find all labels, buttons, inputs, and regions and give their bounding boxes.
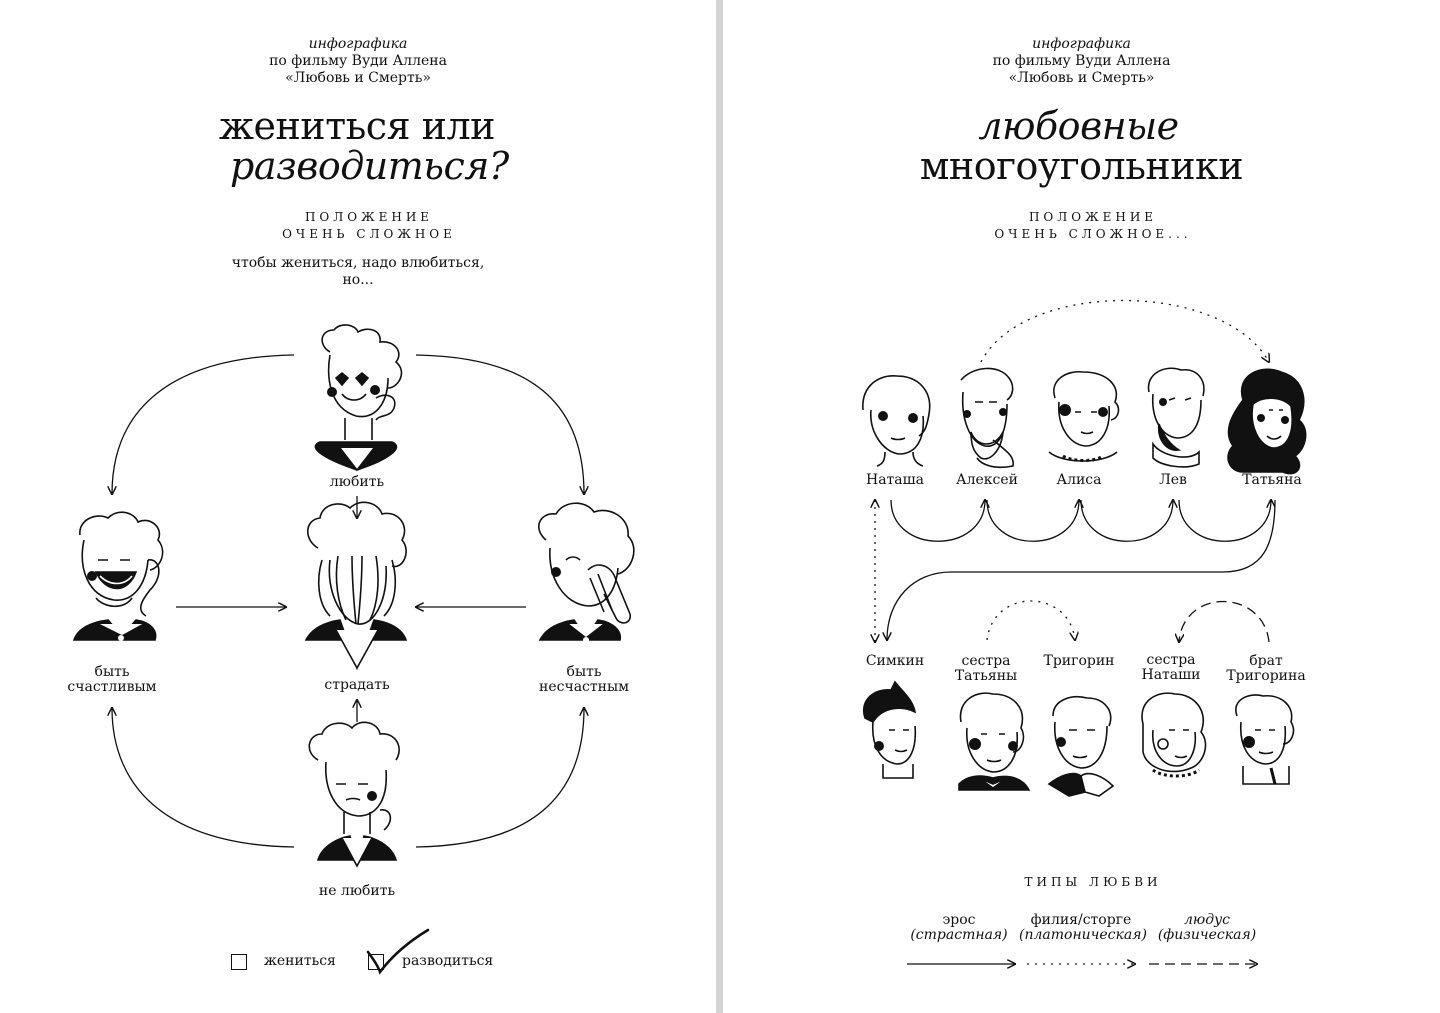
name-alisa: Алиса xyxy=(1056,472,1102,488)
kicker-line3: «Любовь и Смерть» xyxy=(1008,70,1155,86)
legend-ludus-desc: (физическая) xyxy=(1157,927,1257,943)
node-unhappy-line2: несчастным xyxy=(538,679,629,695)
node-unhappy-label xyxy=(529,665,639,695)
subtitle-line2: но... xyxy=(342,272,374,288)
legend-eros xyxy=(899,913,1019,943)
portrait-sister-natasha-icon xyxy=(1142,693,1206,776)
name-trigorin: Тригорин xyxy=(1043,653,1115,669)
legend-philia-name: филия/сторге xyxy=(1030,912,1132,928)
portrait-suffer-icon xyxy=(306,502,406,668)
title-line1: любовные xyxy=(978,104,1179,148)
name-sister-tatyana xyxy=(945,654,1027,684)
kicker-line1: инфографика xyxy=(1032,36,1131,52)
arc-love-to-unhappy xyxy=(416,355,584,494)
legend-philia-desc: (платоническая) xyxy=(1019,927,1147,943)
arc-alexey-alisa xyxy=(987,500,1079,541)
node-suffer-label: страдать xyxy=(324,677,390,693)
marry-checkbox[interactable] xyxy=(231,954,247,970)
kicker-line1: инфографика xyxy=(308,36,408,52)
name-tatyana: Татьяна xyxy=(1242,472,1302,488)
portrait-natasha-icon xyxy=(863,376,930,466)
legend-eros-desc: (страстная) xyxy=(910,927,1008,943)
portrait-tatyana-icon xyxy=(1228,369,1306,473)
legend-ludus-name: людус xyxy=(1183,912,1231,928)
arc-alexey-tatyana xyxy=(981,301,1269,363)
portrait-sister-tatyana-icon xyxy=(959,693,1029,790)
portrait-brother-trigorin-icon xyxy=(1236,695,1294,784)
arc-tatyana-simkin xyxy=(887,500,1275,640)
caps-line2: ОЧЕНЬ СЛОЖНОЕ... xyxy=(994,227,1192,241)
portrait-alexey-icon xyxy=(961,368,1013,467)
node-notlove-label: не любить xyxy=(318,883,396,899)
portrait-notlove-icon xyxy=(309,722,399,866)
name-sister-natasha-line1: сестра xyxy=(1146,652,1196,668)
title-line2: разводиться? xyxy=(230,144,509,188)
node-happy-line1: быть xyxy=(94,664,130,680)
marry-label: жениться xyxy=(264,953,336,969)
love-polygon-diagram xyxy=(723,0,1440,1013)
name-sister-tatyana-line1: сестра xyxy=(961,653,1011,669)
node-unhappy-line1: быть xyxy=(566,664,602,680)
portrait-love-icon xyxy=(315,325,401,470)
arc-brother-sister xyxy=(1179,602,1269,643)
portrait-lev-icon xyxy=(1148,368,1203,467)
arc-sister-trigorin xyxy=(987,601,1075,640)
left-page xyxy=(0,0,716,1013)
name-simkin: Симкин xyxy=(865,653,925,669)
arc-alisa-lev xyxy=(1081,500,1173,541)
title-line2: многоугольники xyxy=(919,144,1244,188)
legend-philia xyxy=(1019,912,1147,943)
name-lev: Лев xyxy=(1159,472,1187,488)
subtitle-line1: чтобы жениться, надо влюбиться, xyxy=(231,255,485,271)
arc-natasha-alexey xyxy=(891,500,985,541)
arc-lev-tatyana xyxy=(1179,500,1271,541)
legend-ludus xyxy=(1147,913,1267,943)
name-brother-trigorin xyxy=(1221,654,1311,684)
name-brother-trigorin-line2: Тригорина xyxy=(1226,668,1306,684)
node-happy-label xyxy=(57,665,167,695)
legend-eros-name: эрос xyxy=(942,912,976,928)
name-natasha: Наташа xyxy=(865,472,924,488)
portrait-trigorin-icon xyxy=(1049,697,1113,796)
legend-heading: ТИПЫ ЛЮБВИ xyxy=(1024,875,1162,889)
node-love-label: любить xyxy=(329,474,385,490)
kicker-line2: по фильму Вуди Аллена xyxy=(269,53,447,69)
name-brother-trigorin-line1: брат xyxy=(1249,653,1283,669)
name-alexey: Алексей xyxy=(956,472,1018,488)
name-sister-tatyana-line2: Татьяны xyxy=(954,668,1018,684)
kicker-line3: «Любовь и Смерть» xyxy=(285,70,431,86)
portrait-unhappy-icon xyxy=(539,503,634,643)
option-marry[interactable] xyxy=(231,954,247,970)
node-happy-line2: счастливым xyxy=(67,679,157,695)
caps-line1: ПОЛОЖЕНИЕ xyxy=(304,210,434,224)
portrait-simkin-icon xyxy=(864,682,916,778)
name-sister-natasha xyxy=(1131,653,1211,683)
portrait-happy-icon xyxy=(74,512,163,641)
name-sister-natasha-line2: Наташи xyxy=(1141,667,1201,683)
caps-line2: ОЧЕНЬ СЛОЖНОЕ xyxy=(282,227,456,241)
title-line1: жениться или xyxy=(219,104,495,148)
emotion-cycle-diagram xyxy=(0,0,716,1013)
divorce-label: разводиться xyxy=(402,953,494,969)
arc-notlove-to-unhappy xyxy=(416,708,584,847)
kicker-line2: по фильму Вуди Аллена xyxy=(992,53,1171,69)
right-page xyxy=(723,0,1440,1013)
portrait-alisa-icon xyxy=(1049,372,1118,461)
arc-notlove-to-happy xyxy=(112,708,294,847)
arc-love-to-happy xyxy=(112,355,294,494)
caps-line1: ПОЛОЖЕНИЕ xyxy=(1028,210,1158,224)
